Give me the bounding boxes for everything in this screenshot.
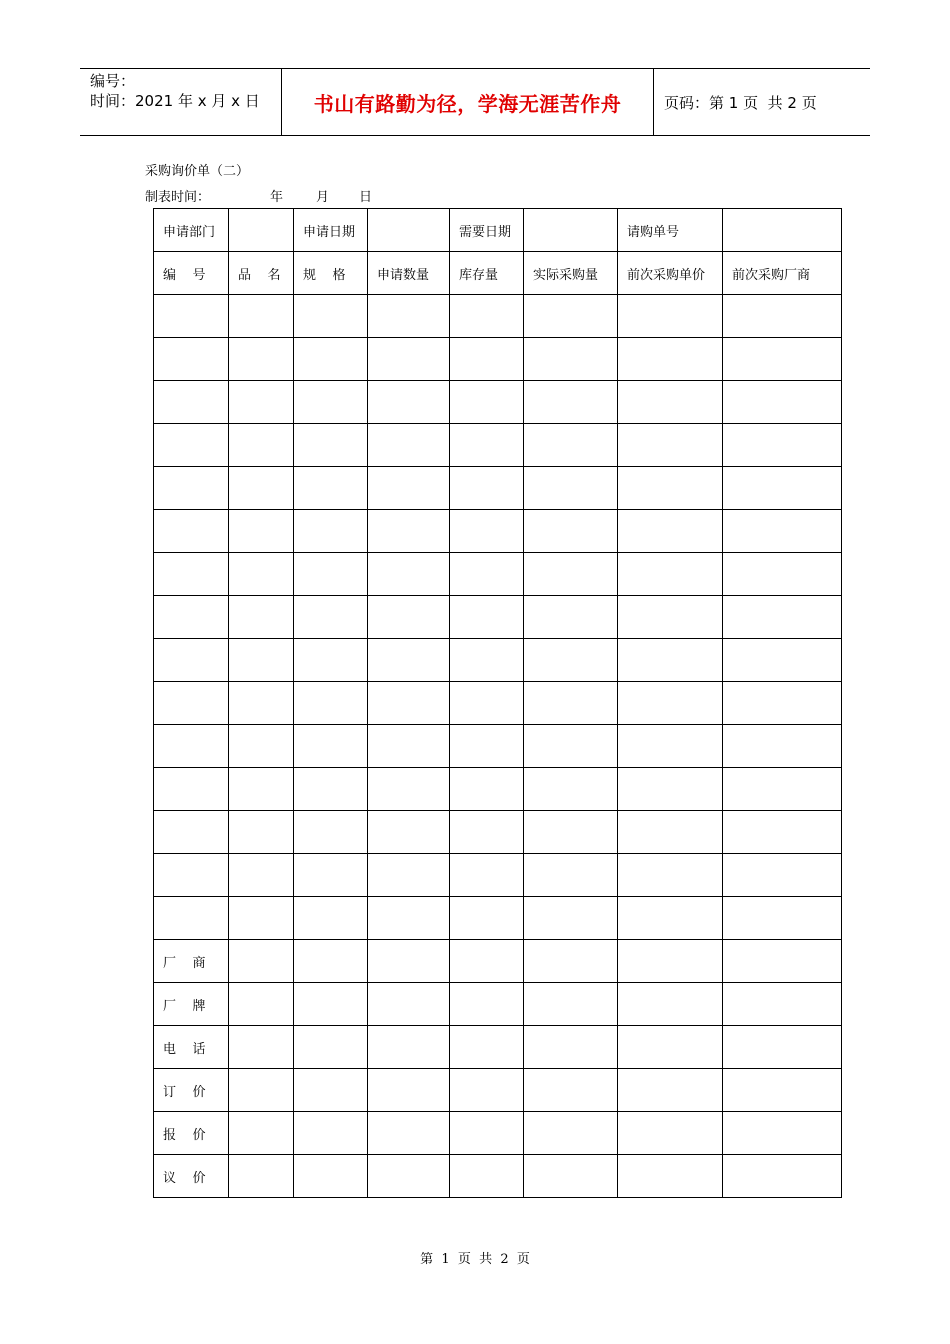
table-row-cell[interactable]: [154, 639, 229, 682]
table-row-cell[interactable]: [294, 811, 368, 854]
table-row-cell[interactable]: [154, 338, 229, 381]
table-row-cell[interactable]: [450, 553, 524, 596]
table-row-cell[interactable]: [154, 725, 229, 768]
table-row-cell[interactable]: [618, 295, 723, 338]
table-row-cell[interactable]: [294, 553, 368, 596]
vendor-row-cell[interactable]: [368, 983, 450, 1026]
table-row-cell[interactable]: [294, 854, 368, 897]
table-row-cell[interactable]: [723, 553, 842, 596]
table-row-cell[interactable]: [723, 510, 842, 553]
table-row-cell[interactable]: [524, 553, 618, 596]
vendor-row-cell[interactable]: [524, 940, 618, 983]
vendor-row-cell[interactable]: [229, 983, 294, 1026]
vendor-row-cell[interactable]: [524, 1112, 618, 1155]
column-header-row-cell: 编 号: [154, 252, 229, 295]
table-row-cell[interactable]: [294, 424, 368, 467]
vendor-row-cell[interactable]: [723, 1112, 842, 1155]
table-row-cell[interactable]: [368, 510, 450, 553]
vendor-row-cell[interactable]: [450, 1069, 524, 1112]
vendor-row-cell[interactable]: [618, 983, 723, 1026]
table-row-cell[interactable]: [450, 725, 524, 768]
vendor-row-cell[interactable]: [450, 1112, 524, 1155]
header-page-info: 页码：第 1 页 共 2 页: [664, 93, 817, 112]
vendor-row-cell[interactable]: [229, 1155, 294, 1198]
vendor-row-cell[interactable]: [723, 1155, 842, 1198]
vendor-row: [154, 1069, 842, 1112]
table-row-cell[interactable]: [723, 639, 842, 682]
date-month: 月: [316, 190, 330, 205]
vendor-row-cell[interactable]: [294, 1112, 368, 1155]
info-row-cell: 请购单号: [618, 209, 723, 252]
vendor-row-cell[interactable]: [723, 1069, 842, 1112]
page-footer: 第 1 页 共 2 页: [420, 1252, 530, 1267]
table-row-cell[interactable]: [450, 639, 524, 682]
table-row-cell[interactable]: [618, 725, 723, 768]
table-row-cell[interactable]: [618, 467, 723, 510]
table-row-cell[interactable]: [229, 682, 294, 725]
table-row-cell[interactable]: [229, 768, 294, 811]
table-row-cell[interactable]: [723, 811, 842, 854]
vendor-row: [154, 1112, 842, 1155]
table-row-cell[interactable]: [618, 682, 723, 725]
table-row-cell[interactable]: [618, 639, 723, 682]
vendor-row-cell[interactable]: [618, 1155, 723, 1198]
table-row-cell[interactable]: [294, 725, 368, 768]
vendor-row-cell[interactable]: [229, 1112, 294, 1155]
vendor-row-cell[interactable]: [368, 1155, 450, 1198]
column-header-row-cell: 规 格: [294, 252, 368, 295]
vendor-row-cell[interactable]: [229, 1026, 294, 1069]
table-row-cell[interactable]: [368, 897, 450, 940]
vendor-row: [154, 983, 842, 1026]
column-header-row-cell: 实际采购量: [524, 252, 618, 295]
table-row-cell[interactable]: [618, 596, 723, 639]
table-row-cell[interactable]: [294, 295, 368, 338]
table-row-cell[interactable]: [450, 854, 524, 897]
table-row-cell[interactable]: [368, 854, 450, 897]
table-row-cell[interactable]: [450, 510, 524, 553]
table-row-cell[interactable]: [723, 725, 842, 768]
vendor-row-label: 报 价: [154, 1112, 229, 1155]
table-row-cell[interactable]: [294, 467, 368, 510]
table-row-cell[interactable]: [154, 510, 229, 553]
table-row: [154, 295, 842, 338]
info-row-cell: [368, 209, 450, 252]
vendor-row-cell[interactable]: [229, 940, 294, 983]
table-row-cell[interactable]: [618, 424, 723, 467]
table-row-cell[interactable]: [368, 424, 450, 467]
info-row-cell: 申请日期: [294, 209, 368, 252]
table-row-cell[interactable]: [229, 811, 294, 854]
table-row-cell[interactable]: [524, 854, 618, 897]
table-row-cell[interactable]: [524, 510, 618, 553]
table-row-cell[interactable]: [154, 295, 229, 338]
header-slogan: 书山有路勤为径，学海无涯苦作舟: [282, 69, 654, 135]
table-row-cell[interactable]: [294, 897, 368, 940]
table-row-cell[interactable]: [154, 682, 229, 725]
table-row-cell[interactable]: [524, 768, 618, 811]
vendor-row-cell[interactable]: [294, 983, 368, 1026]
table-row: [154, 897, 842, 940]
table-row-cell[interactable]: [618, 811, 723, 854]
vendor-row-cell[interactable]: [723, 1026, 842, 1069]
table-row-cell[interactable]: [229, 467, 294, 510]
header-number-label: 编号：: [90, 72, 136, 90]
table-row: [154, 467, 842, 510]
table-row-cell[interactable]: [368, 811, 450, 854]
table-row-cell[interactable]: [294, 768, 368, 811]
table-row-cell[interactable]: [294, 338, 368, 381]
vendor-row-label: 电 话: [154, 1026, 229, 1069]
info-row-cell: [723, 209, 842, 252]
table-row-cell[interactable]: [618, 381, 723, 424]
table-row-cell[interactable]: [524, 424, 618, 467]
table-row-cell[interactable]: [450, 811, 524, 854]
vendor-row-cell[interactable]: [294, 1026, 368, 1069]
table-row-cell[interactable]: [723, 467, 842, 510]
date-label: 制表时间：: [145, 190, 211, 205]
table-row-cell[interactable]: [524, 295, 618, 338]
vendor-row-cell[interactable]: [618, 940, 723, 983]
table-row-cell[interactable]: [229, 424, 294, 467]
table-row-cell[interactable]: [450, 424, 524, 467]
info-row: [154, 209, 842, 252]
table-row-cell[interactable]: [294, 596, 368, 639]
table-row-cell[interactable]: [450, 768, 524, 811]
table-row: [154, 682, 842, 725]
table-row-cell[interactable]: [154, 596, 229, 639]
table-row-cell[interactable]: [229, 553, 294, 596]
table-row: [154, 596, 842, 639]
table-row-cell[interactable]: [368, 768, 450, 811]
vendor-row-cell[interactable]: [450, 940, 524, 983]
table-row-cell[interactable]: [618, 768, 723, 811]
vendor-row-cell[interactable]: [524, 983, 618, 1026]
table-row-cell[interactable]: [154, 897, 229, 940]
column-header-row-cell: 品 名: [229, 252, 294, 295]
table-row-cell[interactable]: [154, 381, 229, 424]
vendor-row-cell[interactable]: [368, 1112, 450, 1155]
vendor-row-cell[interactable]: [450, 1026, 524, 1069]
vendor-row-cell[interactable]: [229, 1069, 294, 1112]
table-row-cell[interactable]: [229, 897, 294, 940]
vendor-row-cell[interactable]: [294, 940, 368, 983]
table-row-cell[interactable]: [229, 381, 294, 424]
table-row-cell[interactable]: [229, 725, 294, 768]
table-row: [154, 639, 842, 682]
table-row: [154, 854, 842, 897]
table-row-cell[interactable]: [618, 510, 723, 553]
table-row-cell[interactable]: [368, 553, 450, 596]
vendor-row-cell[interactable]: [618, 1026, 723, 1069]
table-row-cell[interactable]: [723, 381, 842, 424]
table-row-cell[interactable]: [723, 854, 842, 897]
table-row: [154, 424, 842, 467]
table-row-cell[interactable]: [294, 510, 368, 553]
document-title: 采购询价单（二）: [145, 164, 250, 179]
table-row-cell[interactable]: [450, 338, 524, 381]
table-row: [154, 510, 842, 553]
table-row-cell[interactable]: [524, 897, 618, 940]
column-header-row: [154, 252, 842, 295]
vendor-row-label: 订 价: [154, 1069, 229, 1112]
header-meta: [80, 69, 282, 135]
vendor-row-cell[interactable]: [450, 1155, 524, 1198]
header-page-info-cell: [654, 69, 870, 135]
table-row-cell[interactable]: [450, 295, 524, 338]
vendor-row-cell[interactable]: [368, 1069, 450, 1112]
table-row-cell[interactable]: [524, 682, 618, 725]
table-row-cell[interactable]: [294, 682, 368, 725]
column-header-row-cell: 前次采购单价: [618, 252, 723, 295]
vendor-row-label: 厂 商: [154, 940, 229, 983]
table-row-cell[interactable]: [368, 295, 450, 338]
table-row-cell[interactable]: [450, 467, 524, 510]
column-header-row-cell: 申请数量: [368, 252, 450, 295]
table-row-cell[interactable]: [368, 725, 450, 768]
table-row-cell[interactable]: [368, 338, 450, 381]
table-row-cell[interactable]: [524, 725, 618, 768]
table-row-cell[interactable]: [723, 596, 842, 639]
table-row: [154, 725, 842, 768]
table-row-cell[interactable]: [368, 639, 450, 682]
vendor-row-cell[interactable]: [368, 940, 450, 983]
table-row-cell[interactable]: [618, 897, 723, 940]
table-row-cell[interactable]: [618, 553, 723, 596]
table-row-cell[interactable]: [294, 639, 368, 682]
table-row-cell[interactable]: [723, 424, 842, 467]
table-row-cell[interactable]: [450, 381, 524, 424]
info-row-cell: 申请部门: [154, 209, 229, 252]
header-time-label: 时间：2021 年 x 月 x 日: [90, 92, 260, 110]
date-year: 年: [270, 190, 284, 205]
vendor-row-cell[interactable]: [723, 940, 842, 983]
date-day: 日: [359, 190, 373, 205]
table-row: [154, 381, 842, 424]
vendor-row-label: 议 价: [154, 1155, 229, 1198]
vendor-row-cell[interactable]: [618, 1069, 723, 1112]
vendor-row-cell[interactable]: [524, 1026, 618, 1069]
vendor-row-cell[interactable]: [294, 1069, 368, 1112]
table-row-cell[interactable]: [154, 553, 229, 596]
table-row-cell[interactable]: [368, 381, 450, 424]
table-row-cell[interactable]: [368, 596, 450, 639]
table-row-cell[interactable]: [723, 682, 842, 725]
vendor-row-label: 厂 牌: [154, 983, 229, 1026]
table-row-cell[interactable]: [229, 295, 294, 338]
table-row-cell[interactable]: [524, 639, 618, 682]
vendor-row-cell[interactable]: [618, 1112, 723, 1155]
inquiry-form-table: [153, 208, 842, 1198]
vendor-row-cell[interactable]: [368, 1026, 450, 1069]
table-row: [154, 768, 842, 811]
table-row-cell[interactable]: [618, 338, 723, 381]
table-row-cell[interactable]: [450, 897, 524, 940]
vendor-row-cell[interactable]: [450, 983, 524, 1026]
table-row: [154, 811, 842, 854]
table-row-cell[interactable]: [229, 596, 294, 639]
info-row-cell: [524, 209, 618, 252]
table-row: [154, 553, 842, 596]
table-row-cell[interactable]: [368, 467, 450, 510]
table-row-cell[interactable]: [154, 854, 229, 897]
info-row-cell: 需要日期: [450, 209, 524, 252]
table-row-cell[interactable]: [723, 768, 842, 811]
info-row-cell: [229, 209, 294, 252]
table-row-cell[interactable]: [294, 381, 368, 424]
table-row-cell[interactable]: [229, 639, 294, 682]
document-date-line: [145, 186, 372, 205]
table-row-cell[interactable]: [524, 811, 618, 854]
vendor-row: [154, 940, 842, 983]
table-row-cell[interactable]: [229, 338, 294, 381]
column-header-row-cell: 库存量: [450, 252, 524, 295]
vendor-row-cell[interactable]: [294, 1155, 368, 1198]
vendor-row-cell[interactable]: [524, 1069, 618, 1112]
table-row: [154, 338, 842, 381]
table-row-cell[interactable]: [723, 897, 842, 940]
table-row-cell[interactable]: [368, 682, 450, 725]
table-row-cell[interactable]: [154, 424, 229, 467]
table-row-cell[interactable]: [154, 811, 229, 854]
table-row-cell[interactable]: [524, 338, 618, 381]
table-row-cell[interactable]: [229, 510, 294, 553]
table-row-cell[interactable]: [618, 854, 723, 897]
table-row-cell[interactable]: [723, 338, 842, 381]
vendor-row-cell[interactable]: [524, 1155, 618, 1198]
table-row-cell[interactable]: [723, 295, 842, 338]
table-row-cell[interactable]: [524, 596, 618, 639]
table-row-cell[interactable]: [229, 854, 294, 897]
table-row-cell[interactable]: [524, 467, 618, 510]
table-row-cell[interactable]: [524, 381, 618, 424]
table-row-cell[interactable]: [154, 768, 229, 811]
table-row-cell[interactable]: [154, 467, 229, 510]
vendor-row: [154, 1155, 842, 1198]
column-header-row-cell: 前次采购厂商: [723, 252, 842, 295]
table-row-cell[interactable]: [450, 596, 524, 639]
page-header: [80, 68, 870, 136]
vendor-row-cell[interactable]: [723, 983, 842, 1026]
table-row-cell[interactable]: [450, 682, 524, 725]
vendor-row: [154, 1026, 842, 1069]
